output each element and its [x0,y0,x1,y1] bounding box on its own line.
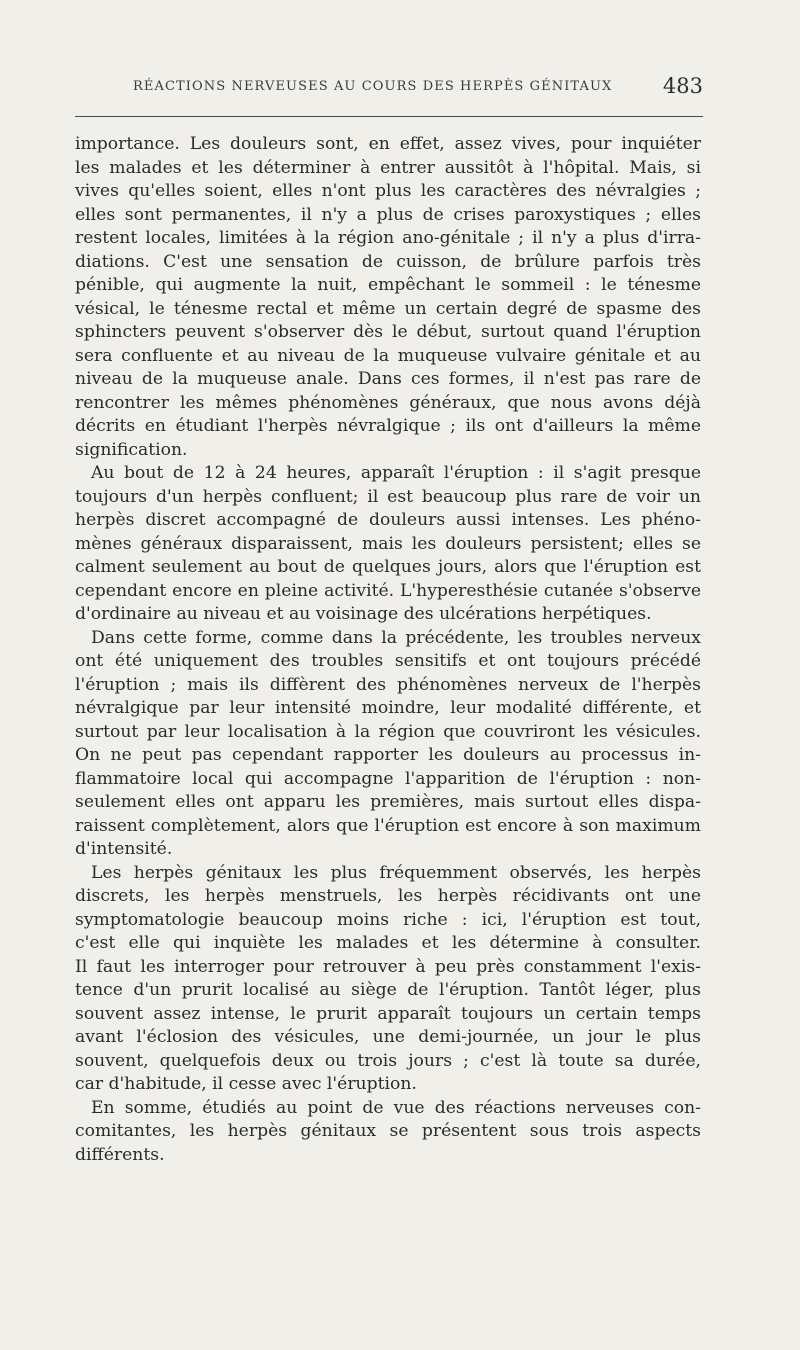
text-line: On ne peut pas cependant rapporter les douleurs au processus in- [75,745,701,765]
text-line: seulement elles ont apparu les premières, mais surtout elles dispa- [75,792,701,812]
text-line: décrits en étudiant l'herpès névralgique ; ils ont d'ailleurs la même [75,416,701,436]
text-line: sera confluente et au niveau de la muqueuse vulvaire génitale et au [75,345,701,366]
text-line: Il faut les interroger pour retrouver à peu près constamment l'exis- [75,956,701,977]
text-line: pénible, qui augmente la nuit, empêchant le sommeil : le ténesme [75,275,701,295]
text-line: Dans cette forme, comme dans la précédente, les troubles nerveux [91,627,701,648]
running-head [75,74,703,105]
text-line: Au bout de 12 à 24 heures, apparaît l'éruption : il s'agit presque [91,463,701,483]
text-line: toujours d'un herpès confluent; il est beaucoup plus rare de voir un [75,486,701,507]
text-line: tence d'un prurit localisé au siège de l'éruption. Tantôt léger, plus [75,980,701,1000]
text-line: herpès discret accompagné de douleurs aussi intenses. Les phéno- [75,510,701,530]
header-rule [75,116,703,117]
text-line: niveau de la muqueuse anale. Dans ces formes, il n'est pas rare de [75,369,701,389]
text-line: diations. C'est une sensation de cuisson, de brûlure parfois très [75,251,701,272]
text-line: d'intensité. [75,839,173,859]
text-line: restent locales, limitées à la région ano-génitale ; il n'y a plus d'irra- [75,228,701,248]
text-line: cependant encore en pleine activité. L'hyperesthésie cutanée s'observe [75,580,701,601]
text-line: avant l'éclosion des vésicules, une demi-journée, un jour le plus [75,1027,701,1047]
text-line: vésical, le ténesme rectal et même un certain degré de spasme des [75,298,701,319]
running-head-title: RÉACTIONS NERVEUSES AU COURS DES HERPÈS GÉNITAUX [133,79,613,94]
text-line: importance. Les douleurs sont, en effet, assez vives, pour inquiéter [75,134,701,154]
text-line: les malades et les déterminer à entrer aussitôt à l'hôpital. Mais, si [75,157,701,178]
text-line: différents. [75,1144,165,1165]
text-line: elles sont permanentes, il n'y a plus de crises paroxystiques ; elles [75,204,701,225]
text-line: souvent, quelquefois deux ou trois jours ; c'est là toute sa durée, [75,1050,701,1071]
text-line: En somme, étudiés au point de vue des réactions nerveuses con- [91,1097,701,1118]
text-line: discrets, les herpès menstruels, les herpès récidivants ont une [75,886,701,906]
text-line: symptomatologie beaucoup moins riche : ici, l'éruption est tout, [75,909,701,930]
body-text [75,133,701,1167]
text-line: calment seulement au bout de quelques jours, alors que l'éruption est [75,557,701,577]
text-line: souvent assez intense, le prurit apparaît toujours un certain temps [75,1003,701,1024]
text-line: rencontrer les mêmes phénomènes généraux, que nous avons déjà [75,392,701,413]
text-line: surtout par leur localisation à la région que couvriront les vésicules. [75,721,701,742]
text-line: d'ordinaire au niveau et au voisinage des ulcérations herpétiques. [75,604,652,624]
page-number: 483 [662,74,703,98]
text-line: vives qu'elles soient, elles n'ont plus les caractères des névralgies ; [75,181,701,201]
text-line: car d'habitude, il cesse avec l'éruption. [75,1074,417,1094]
text-line: mènes généraux disparaissent, mais les douleurs persistent; elles se [75,533,701,554]
text-line: comitantes, les herpès génitaux se présentent sous trois aspects [75,1121,701,1141]
text-line: flammatoire local qui accompagne l'apparition de l'éruption : non- [75,768,701,789]
text-line: c'est elle qui inquiète les malades et les détermine à consulter. [75,933,701,953]
text-line: l'éruption ; mais ils diffèrent des phénomènes nerveux de l'herpès [75,674,701,695]
text-line: raissent complètement, alors que l'éruption est encore à son maximum [75,815,701,836]
text-line: sphincters peuvent s'observer dès le début, surtout quand l'éruption [75,322,701,342]
text-line: Les herpès génitaux les plus fréquemment observés, les herpès [91,862,701,883]
text-line: ont été uniquement des troubles sensitifs et ont toujours précédé [75,651,701,671]
text-line: signification. [75,439,188,460]
text-line: névralgique par leur intensité moindre, leur modalité différente, et [75,698,701,718]
